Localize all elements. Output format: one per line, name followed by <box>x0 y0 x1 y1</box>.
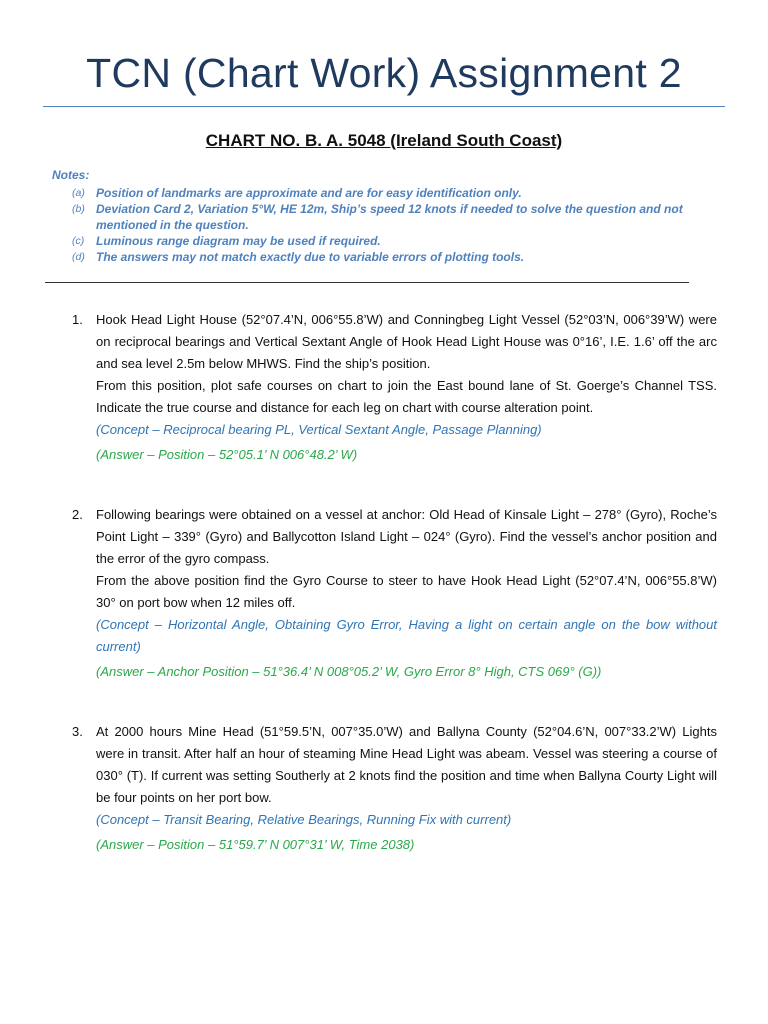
question-3 <box>72 721 717 856</box>
notes-label: Notes: <box>52 168 90 182</box>
question-answer: (Answer – Anchor Position – 51°36.4’ N 008°05.2’ W, Gyro Error 8° High, CTS 069° (G)) <box>96 664 602 679</box>
note-text: The answers may not match exactly due to variable errors of plotting tools. <box>96 250 525 264</box>
note-item <box>52 249 702 265</box>
question-2 <box>72 504 717 683</box>
note-item <box>52 201 702 233</box>
chart-heading: CHART NO. B. A. 5048 (Ireland South Coast) <box>205 131 563 150</box>
notes-section <box>52 168 702 265</box>
question-body <box>96 309 717 466</box>
page-title: TCN (Chart Work) Assignment 2 <box>86 50 682 96</box>
note-text: Luminous range diagram may be used if required. <box>96 234 381 248</box>
question-concept: (Concept – Transit Bearing, Relative Bearings, Running Fix with current) <box>96 812 512 827</box>
question-body <box>96 721 717 856</box>
note-marker: (c) <box>72 235 85 247</box>
question-concept: (Concept – Horizontal Angle, Obtaining Gyro Error, Having a light on certain angle on the bow without current) <box>96 617 717 654</box>
question-number: 1. <box>72 312 83 327</box>
title-divider <box>43 106 725 107</box>
question-concept: (Concept – Reciprocal bearing PL, Vertical Sextant Angle, Passage Planning) <box>96 422 542 437</box>
note-marker: (a) <box>72 187 85 199</box>
question-body <box>96 504 717 683</box>
notes-divider <box>45 282 689 283</box>
question-paragraph: From this position, plot safe courses on chart to join the East bound lane of St. Goerge’s Channel TSS. Indicate the true course and distance for each leg on chart with course alteration point. <box>96 378 717 415</box>
note-text: Deviation Card 2, Variation 5°W, HE 12m, Ship’s speed 12 knots if needed to solve the question and not mentioned in the question. <box>96 202 683 232</box>
question-paragraph: Following bearings were obtained on a vessel at anchor: Old Head of Kinsale Light – 278° (Gyro), Roche’s Point Light – 339° (Gyro) and Ballycotton Island Light – 024° (Gyro). Find the vessel’s anchor position and the error of the gyro compass. <box>96 507 717 566</box>
question-number: 3. <box>72 724 83 739</box>
note-marker: (d) <box>72 251 85 263</box>
question-number: 2. <box>72 507 83 522</box>
note-marker: (b) <box>72 203 85 215</box>
question-paragraph: From the above position find the Gyro Course to steer to have Hook Head Light (52°07.4’N, 006°55.8’W) 30° on port bow when 12 miles off. <box>96 573 717 610</box>
question-paragraph: Hook Head Light House (52°07.4’N, 006°55.8’W) and Conningbeg Light Vessel (52°03’N, 006°39’W) were on reciprocal bearings and Vertical Sextant Angle of Hook Head Light House was 0°16’, I.E. 1.6’ off the arc and sea level 2.5m below MHWS. Find the ship’s position. <box>96 312 717 371</box>
note-item <box>52 185 702 201</box>
question-paragraph: At 2000 hours Mine Head (51°59.5’N, 007°35.0’W) and Ballyna County (52°04.6’N, 007°33.2’W) Lights were in transit. After half an hour of steaming Mine Head Light was abeam. Vessel was steering a course of 030° (T). If current was setting Southerly at 2 knots find the position and time when Ballyna Courty Light will be four points on her port bow. <box>96 724 717 805</box>
note-item <box>52 233 702 249</box>
question-answer: (Answer – Position – 52°05.1’ N 006°48.2’ W) <box>96 447 358 462</box>
note-text: Position of landmarks are approximate and are for easy identification only. <box>96 186 522 200</box>
question-answer: (Answer – Position – 51°59.7’ N 007°31’ W, Time 2038) <box>96 837 415 852</box>
question-1 <box>72 309 717 466</box>
